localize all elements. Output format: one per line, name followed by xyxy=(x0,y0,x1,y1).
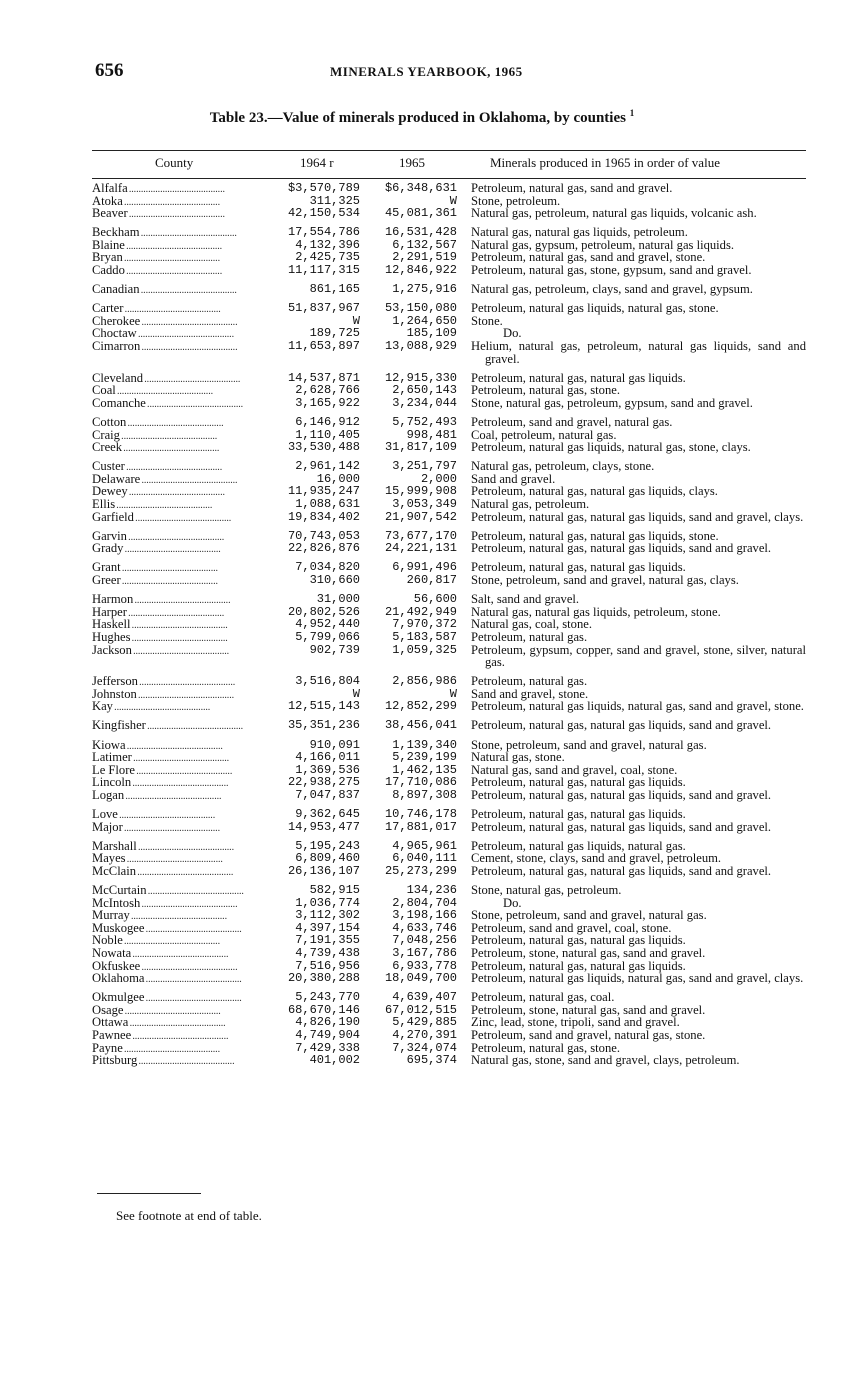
county-cell: Muskogee . . . xyxy=(92,922,274,937)
county-cell: Blaine . . . xyxy=(92,239,274,254)
value-1964-cell: W xyxy=(352,686,360,701)
value-1964-cell: $3,570,789 xyxy=(287,181,360,195)
value-1964-cell: 11,935,247 xyxy=(287,484,360,499)
table-row xyxy=(0,675,844,688)
value-1965-cell: $6,348,631 xyxy=(384,181,457,195)
table-row xyxy=(0,542,844,555)
value-1965-cell: 56,600 xyxy=(413,592,457,607)
county-cell: Custer . . . xyxy=(92,460,274,475)
minerals-cell: Natural gas, petroleum, clays, stone. xyxy=(471,459,655,474)
minerals-cell: Natural gas, stone, sand and gravel, clays, petroleum. xyxy=(471,1053,740,1068)
value-1965-cell: 12,846,922 xyxy=(384,263,457,278)
county-cell: Creek . . . xyxy=(92,441,274,456)
value-1965-cell: W xyxy=(449,686,457,701)
county-cell: Haskell . . . xyxy=(92,618,274,633)
minerals-cell: Petroleum, gypsum, copper, sand and gravel, stone, silver, natural gas. xyxy=(471,642,806,670)
minerals-cell: Zinc, lead, stone, tripoli, sand and gravel. xyxy=(471,1015,680,1030)
table-top-rule xyxy=(92,150,806,151)
county-cell: Logan . . . xyxy=(92,789,274,804)
value-1964-cell: 5,243,770 xyxy=(295,990,360,1005)
minerals-cell: Helium, natural gas, petroleum, natural gas liquids, sand and gravel. xyxy=(471,339,806,366)
value-1964-cell: 11,117,315 xyxy=(287,263,360,278)
value-1964-cell: 22,938,275 xyxy=(287,775,360,790)
value-1964-cell: 7,047,837 xyxy=(295,787,360,802)
value-1964-cell: 3,165,922 xyxy=(295,395,360,410)
value-1965-cell: 10,746,178 xyxy=(384,807,457,822)
minerals-cell: Stone, petroleum, sand and gravel, natural gas. xyxy=(471,908,707,923)
value-1964-cell: 4,397,154 xyxy=(295,920,360,935)
county-cell: Carter . . . xyxy=(92,302,274,317)
value-1964-cell: 70,743,053 xyxy=(287,528,360,543)
county-cell: Dewey . . . xyxy=(92,485,274,500)
table-row xyxy=(0,865,844,878)
minerals-cell: Petroleum, stone, natural gas, sand and gravel. xyxy=(471,945,706,960)
value-1965-cell: 13,088,929 xyxy=(384,339,457,354)
value-1964-cell: 4,826,190 xyxy=(295,1015,360,1030)
minerals-cell: Petroleum, natural gas, stone, gypsum, sand and gravel. xyxy=(471,263,752,278)
county-cell: Garvin . . . xyxy=(92,530,274,545)
value-1965-cell: 6,933,778 xyxy=(392,958,457,973)
value-1965-cell: 45,081,361 xyxy=(384,206,457,221)
minerals-cell: Petroleum, natural gas, natural gas liquids. xyxy=(471,370,686,385)
county-cell: Kay . . . xyxy=(92,700,274,715)
value-1965-cell: 185,109 xyxy=(406,326,457,341)
value-1965-cell: 134,236 xyxy=(406,883,457,897)
value-1965-cell: 21,907,542 xyxy=(384,509,457,524)
table-row xyxy=(0,416,844,429)
minerals-cell: Petroleum, sand and gravel, natural gas. xyxy=(471,415,673,429)
value-1964-cell: 1,110,405 xyxy=(295,427,360,442)
value-1964-cell: 2,961,142 xyxy=(295,459,360,474)
table-row xyxy=(0,283,844,296)
table-row xyxy=(0,751,844,764)
minerals-cell: Cement, stone, clays, sand and gravel, petroleum. xyxy=(471,851,722,866)
value-1965-cell: 3,167,786 xyxy=(392,945,457,960)
value-1965-cell: 73,677,170 xyxy=(384,528,457,543)
table-row xyxy=(0,789,844,802)
table-row xyxy=(0,972,844,985)
table-row xyxy=(0,719,844,732)
value-1964-cell: 401,002 xyxy=(309,1053,360,1068)
value-1965-cell: 5,752,493 xyxy=(392,415,457,429)
value-1964-cell: 4,952,440 xyxy=(295,617,360,632)
county-cell: Okfuskee . . . xyxy=(92,960,274,975)
column-header-1965: 1965 xyxy=(399,155,425,170)
county-cell: Payne . . . xyxy=(92,1042,274,1057)
value-1965-cell: 8,897,308 xyxy=(392,787,457,802)
minerals-cell: Petroleum, natural gas, natural gas liquids, sand and gravel. xyxy=(471,718,772,733)
county-cell: Delaware . . . xyxy=(92,473,274,488)
table-row xyxy=(0,302,844,315)
minerals-cell: Petroleum, natural gas, natural gas liquids, sand and gravel. xyxy=(471,863,772,878)
table-row xyxy=(0,182,844,195)
value-1965-cell: 7,970,372 xyxy=(392,617,457,632)
minerals-cell: Natural gas, petroleum, clays, sand and gravel, gypsum. xyxy=(471,282,753,297)
county-cell: Nowata . . . xyxy=(92,947,274,962)
county-cell: Latimer . . . xyxy=(92,751,274,766)
value-1964-cell: 19,834,402 xyxy=(287,509,360,524)
county-cell: Bryan . . . xyxy=(92,251,274,266)
table-row xyxy=(0,207,844,220)
value-1964-cell: 5,799,066 xyxy=(295,629,360,644)
county-cell: Ellis . . . xyxy=(92,498,274,513)
county-cell: Major . . . xyxy=(92,821,274,836)
minerals-cell: Stone, petroleum. xyxy=(471,193,561,208)
table-row xyxy=(0,700,844,713)
table-row xyxy=(0,947,844,960)
minerals-cell: Natural gas, stone. xyxy=(471,750,565,765)
table-row xyxy=(0,909,844,922)
table-row xyxy=(0,264,844,277)
county-cell: Murray . . . xyxy=(92,909,274,924)
minerals-cell: Petroleum, natural gas, sand and gravel, stone. xyxy=(471,250,706,265)
minerals-cell: Coal, petroleum, natural gas. xyxy=(471,427,617,442)
county-cell: Johnston . . . xyxy=(92,688,274,703)
county-cell: Cleveland . . . xyxy=(92,372,274,387)
value-1964-cell: 1,369,536 xyxy=(295,762,360,777)
table-row xyxy=(0,460,844,473)
minerals-cell: Natural gas, natural gas liquids, petroleum. xyxy=(471,225,688,240)
minerals-cell: Petroleum, natural gas, stone. xyxy=(471,1040,620,1055)
table-row xyxy=(0,397,844,410)
value-1965-cell: 7,048,256 xyxy=(392,933,457,948)
county-cell: Alfalfa . . . xyxy=(92,182,274,197)
value-1965-cell: 2,804,704 xyxy=(392,895,457,910)
table-row xyxy=(0,1029,844,1042)
value-1965-cell: 21,492,949 xyxy=(384,604,457,619)
table-row xyxy=(0,821,844,834)
county-cell: Kingfisher . . . xyxy=(92,719,274,734)
county-cell: Coal . . . xyxy=(92,384,274,399)
table-row xyxy=(0,574,844,587)
value-1964-cell: 3,516,804 xyxy=(295,674,360,689)
county-cell: Caddo . . . xyxy=(92,264,274,279)
county-cell: Pawnee . . . xyxy=(92,1029,274,1044)
value-1964-cell: 2,628,766 xyxy=(295,383,360,398)
value-1964-cell: 33,530,488 xyxy=(287,440,360,455)
table-title-footnote-ref: 1 xyxy=(629,108,635,118)
minerals-cell: Petroleum, stone, natural gas, sand and gravel. xyxy=(471,1002,706,1017)
table-title xyxy=(0,108,844,127)
value-1965-cell: 3,053,349 xyxy=(392,497,457,512)
value-1965-cell: 12,852,299 xyxy=(384,699,457,714)
county-cell: Cotton . . . xyxy=(92,416,274,431)
minerals-cell: Natural gas, petroleum, natural gas liquids, volcanic ash. xyxy=(471,206,757,221)
table-row xyxy=(0,884,844,897)
minerals-cell: Petroleum, natural gas. xyxy=(471,629,588,644)
county-cell: Jefferson . . . xyxy=(92,675,274,690)
value-1965-cell: 6,991,496 xyxy=(392,560,457,575)
value-1964-cell: 2,425,735 xyxy=(295,250,360,265)
table-header-rule xyxy=(92,178,806,179)
value-1965-cell: 7,324,074 xyxy=(392,1040,457,1055)
county-cell: Cherokee . . . xyxy=(92,315,274,330)
county-cell: Comanche . . . xyxy=(92,397,274,412)
value-1964-cell: 311,325 xyxy=(309,193,360,208)
column-header-1964: 1964 r xyxy=(300,155,334,170)
table-row xyxy=(0,498,844,511)
county-cell: Okmulgee . . . xyxy=(92,991,274,1006)
county-cell: Grady . . . xyxy=(92,542,274,557)
minerals-cell: Natural gas, coal, stone. xyxy=(471,617,592,632)
county-cell: Greer . . . xyxy=(92,574,274,589)
value-1965-cell: 5,239,199 xyxy=(392,750,457,765)
value-1965-cell: 998,481 xyxy=(406,427,457,442)
value-1964-cell: 20,380,288 xyxy=(287,971,360,986)
value-1965-cell: 12,915,330 xyxy=(384,370,457,385)
value-1964-cell: 26,136,107 xyxy=(287,863,360,878)
value-1964-cell: 4,166,011 xyxy=(295,750,360,765)
value-1964-cell: 12,515,143 xyxy=(287,699,360,714)
value-1965-cell: 31,817,109 xyxy=(384,440,457,455)
minerals-cell: Petroleum, natural gas, natural gas liquids, stone. xyxy=(471,528,719,543)
county-cell: Canadian . . . xyxy=(92,283,274,298)
value-1964-cell: 1,036,774 xyxy=(295,895,360,910)
county-cell: Kiowa . . . xyxy=(92,739,274,754)
county-cell: Choctaw . . . xyxy=(92,327,274,342)
table-row xyxy=(0,226,844,239)
minerals-cell: Petroleum, natural gas, natural gas liquids, sand and gravel, clays. xyxy=(471,509,804,524)
column-header-county: County xyxy=(155,155,194,170)
minerals-cell: Sand and gravel, stone. xyxy=(471,686,589,701)
value-1964-cell: 31,000 xyxy=(316,592,360,607)
column-header-minerals: Minerals produced in 1965 in order of value xyxy=(490,155,720,170)
county-cell: Osage . . . xyxy=(92,1004,274,1019)
value-1965-cell: 260,817 xyxy=(406,573,457,588)
footnote-rule xyxy=(97,1193,201,1194)
value-1964-cell: 1,088,631 xyxy=(295,497,360,512)
table-row xyxy=(0,991,844,1004)
table-title-text: Table 23.—Value of minerals produced in Oklahoma, by counties xyxy=(209,110,626,126)
minerals-cell: Petroleum, natural gas, natural gas liquids, clays. xyxy=(471,484,718,499)
value-1965-cell: 5,429,885 xyxy=(392,1015,457,1030)
county-cell: Garfield . . . xyxy=(92,511,274,526)
value-1964-cell: 51,837,967 xyxy=(287,301,360,316)
running-header: MINERALS YEARBOOK, 1965 xyxy=(330,64,523,79)
value-1964-cell: 42,150,534 xyxy=(287,206,360,221)
table-row xyxy=(0,631,844,644)
table-row xyxy=(0,644,844,669)
footnote: See footnote at end of table. xyxy=(116,1208,262,1223)
minerals-cell: Natural gas, natural gas liquids, petroleum, stone. xyxy=(471,604,721,619)
value-1965-cell: 67,012,515 xyxy=(384,1002,457,1017)
value-1965-cell: 4,633,746 xyxy=(392,920,457,935)
minerals-cell: Stone, petroleum, sand and gravel, natural gas. xyxy=(471,737,707,752)
value-1964-cell: 189,725 xyxy=(309,326,360,341)
value-1965-cell: 38,456,041 xyxy=(384,718,457,733)
value-1964-cell: 6,146,912 xyxy=(295,415,360,429)
minerals-cell: Salt, sand and gravel. xyxy=(471,592,580,607)
minerals-cell: Petroleum, natural gas, natural gas liquids. xyxy=(471,958,686,973)
table-row xyxy=(0,808,844,821)
value-1965-cell: 24,221,131 xyxy=(384,541,457,556)
minerals-cell: Do. xyxy=(503,326,522,341)
county-cell: Pittsburg . . . xyxy=(92,1054,274,1069)
minerals-cell: Do. xyxy=(503,895,522,910)
value-1964-cell: 861,165 xyxy=(309,282,360,297)
minerals-cell: Petroleum, natural gas liquids, natural gas, stone, clays. xyxy=(471,440,751,455)
value-1964-cell: 35,351,236 xyxy=(287,718,360,733)
value-1965-cell: 6,132,567 xyxy=(392,237,457,252)
county-cell: McIntosh . . . xyxy=(92,897,274,912)
value-1964-cell: 7,034,820 xyxy=(295,560,360,575)
value-1965-cell: 1,462,135 xyxy=(392,762,457,777)
county-cell: Noble . . . xyxy=(92,934,274,949)
minerals-cell: Petroleum, natural gas, natural gas liquids. xyxy=(471,560,686,575)
value-1964-cell: W xyxy=(352,313,360,328)
county-cell: Marshall . . . xyxy=(92,840,274,855)
value-1965-cell: 25,273,299 xyxy=(384,863,457,878)
value-1964-cell: 6,809,460 xyxy=(295,851,360,866)
value-1965-cell: W xyxy=(449,193,457,208)
county-cell: Lincoln . . . xyxy=(92,776,274,791)
table-row xyxy=(0,441,844,454)
value-1964-cell: 582,915 xyxy=(309,883,360,897)
value-1964-cell: 16,000 xyxy=(316,471,360,486)
minerals-cell: Natural gas, petroleum. xyxy=(471,497,590,512)
value-1964-cell: 22,826,876 xyxy=(287,541,360,556)
value-1964-cell: 20,802,526 xyxy=(287,604,360,619)
value-1965-cell: 17,881,017 xyxy=(384,819,457,834)
value-1964-cell: 4,739,438 xyxy=(295,945,360,960)
value-1965-cell: 1,139,340 xyxy=(392,737,457,752)
minerals-cell: Petroleum, natural gas, natural gas liquids. xyxy=(471,775,686,790)
minerals-cell: Petroleum, natural gas. xyxy=(471,674,588,689)
county-cell: Harper . . . xyxy=(92,606,274,621)
minerals-cell: Petroleum, sand and gravel, natural gas, stone. xyxy=(471,1028,706,1043)
county-cell: Ottawa . . . xyxy=(92,1016,274,1031)
value-1964-cell: 7,429,338 xyxy=(295,1040,360,1055)
minerals-cell: Petroleum, natural gas, sand and gravel. xyxy=(471,181,673,195)
minerals-cell: Petroleum, sand and gravel, coal, stone. xyxy=(471,920,672,935)
minerals-cell: Petroleum, natural gas liquids, natural gas, stone. xyxy=(471,301,719,316)
value-1964-cell: 910,091 xyxy=(309,737,360,752)
value-1965-cell: 3,234,044 xyxy=(392,395,457,410)
value-1964-cell: 14,953,477 xyxy=(287,819,360,834)
minerals-cell: Petroleum, natural gas, natural gas liquids, sand and gravel. xyxy=(471,787,772,802)
minerals-cell: Petroleum, natural gas, natural gas liquids, sand and gravel. xyxy=(471,819,772,834)
page-number: 656 xyxy=(95,60,124,81)
minerals-cell: Petroleum, natural gas, stone. xyxy=(471,383,620,398)
value-1965-cell: 18,049,700 xyxy=(384,971,457,986)
value-1965-cell: 695,374 xyxy=(406,1053,457,1068)
minerals-cell: Stone, petroleum, sand and gravel, natural gas, clays. xyxy=(471,573,739,588)
table-row xyxy=(0,1054,844,1067)
minerals-cell: Petroleum, natural gas, natural gas liquids. xyxy=(471,933,686,948)
county-cell: Atoka . . . xyxy=(92,195,274,210)
table-row xyxy=(0,340,844,365)
county-cell: Craig . . . xyxy=(92,429,274,444)
value-1965-cell: 4,270,391 xyxy=(392,1028,457,1043)
value-1965-cell: 16,531,428 xyxy=(384,225,457,240)
value-1965-cell: 2,650,143 xyxy=(392,383,457,398)
value-1965-cell: 1,059,325 xyxy=(392,642,457,657)
value-1964-cell: 4,749,904 xyxy=(295,1028,360,1043)
table-row xyxy=(0,593,844,606)
value-1965-cell: 2,291,519 xyxy=(392,250,457,265)
county-cell: McClain . . . xyxy=(92,865,274,880)
value-1965-cell: 5,183,587 xyxy=(392,629,457,644)
minerals-cell: Stone, natural gas, petroleum, gypsum, sand and gravel. xyxy=(471,395,753,410)
minerals-cell: Natural gas, sand and gravel, coal, stone. xyxy=(471,762,678,777)
county-cell: Le Flore . . . xyxy=(92,764,274,779)
county-cell: McCurtain . . . xyxy=(92,884,274,899)
county-cell: Love . . . xyxy=(92,808,274,823)
value-1965-cell: 3,251,797 xyxy=(392,459,457,474)
value-1965-cell: 4,639,407 xyxy=(392,990,457,1005)
table-body xyxy=(0,182,844,1067)
county-cell: Jackson . . . xyxy=(92,644,274,659)
county-cell: Mayes . . . xyxy=(92,852,274,867)
value-1964-cell: 17,554,786 xyxy=(287,225,360,240)
value-1965-cell: 1,264,650 xyxy=(392,313,457,328)
minerals-cell: Petroleum, natural gas, natural gas liquids. xyxy=(471,807,686,822)
county-cell: Cimarron . . . xyxy=(92,340,274,355)
value-1964-cell: 11,653,897 xyxy=(287,339,360,354)
value-1965-cell: 1,275,916 xyxy=(392,282,457,297)
value-1964-cell: 68,670,146 xyxy=(287,1002,360,1017)
minerals-cell: Petroleum, natural gas, coal. xyxy=(471,990,615,1005)
value-1964-cell: 14,537,871 xyxy=(287,370,360,385)
value-1965-cell: 53,150,080 xyxy=(384,301,457,316)
county-cell: Beaver . . . xyxy=(92,207,274,222)
minerals-cell: Petroleum, natural gas liquids, natural gas, sand and gravel, clays. xyxy=(471,971,804,986)
value-1965-cell: 4,965,961 xyxy=(392,838,457,853)
value-1965-cell: 3,198,166 xyxy=(392,908,457,923)
minerals-cell: Stone, natural gas, petroleum. xyxy=(471,883,622,897)
value-1964-cell: 3,112,302 xyxy=(295,908,360,923)
value-1965-cell: 15,999,908 xyxy=(384,484,457,499)
value-1964-cell: 310,660 xyxy=(309,573,360,588)
value-1965-cell: 6,040,111 xyxy=(392,851,457,866)
value-1964-cell: 902,739 xyxy=(309,642,360,657)
value-1964-cell: 7,516,956 xyxy=(295,958,360,973)
minerals-cell: Petroleum, natural gas liquids, natural gas, sand and gravel, stone. xyxy=(471,699,804,714)
county-cell: Grant . . . xyxy=(92,561,274,576)
value-1964-cell: 9,362,645 xyxy=(295,807,360,822)
value-1965-cell: 2,000 xyxy=(420,471,457,486)
value-1965-cell: 2,856,986 xyxy=(392,674,457,689)
minerals-cell: Natural gas, gypsum, petroleum, natural gas liquids. xyxy=(471,237,735,252)
value-1964-cell: 7,191,355 xyxy=(295,933,360,948)
county-cell: Oklahoma . . . xyxy=(92,972,274,987)
value-1964-cell: 4,132,396 xyxy=(295,237,360,252)
county-cell: Beckham . . . xyxy=(92,226,274,241)
county-cell: Harmon . . . xyxy=(92,593,274,608)
minerals-cell: Petroleum, natural gas liquids, natural gas. xyxy=(471,838,686,853)
value-1965-cell: 17,710,086 xyxy=(384,775,457,790)
county-cell: Hughes . . . xyxy=(92,631,274,646)
value-1964-cell: 5,195,243 xyxy=(295,838,360,853)
minerals-cell: Petroleum, natural gas, natural gas liquids, sand and gravel. xyxy=(471,541,772,556)
table-row xyxy=(0,511,844,524)
minerals-cell: Stone. xyxy=(471,313,503,328)
minerals-cell: Sand and gravel. xyxy=(471,471,556,486)
